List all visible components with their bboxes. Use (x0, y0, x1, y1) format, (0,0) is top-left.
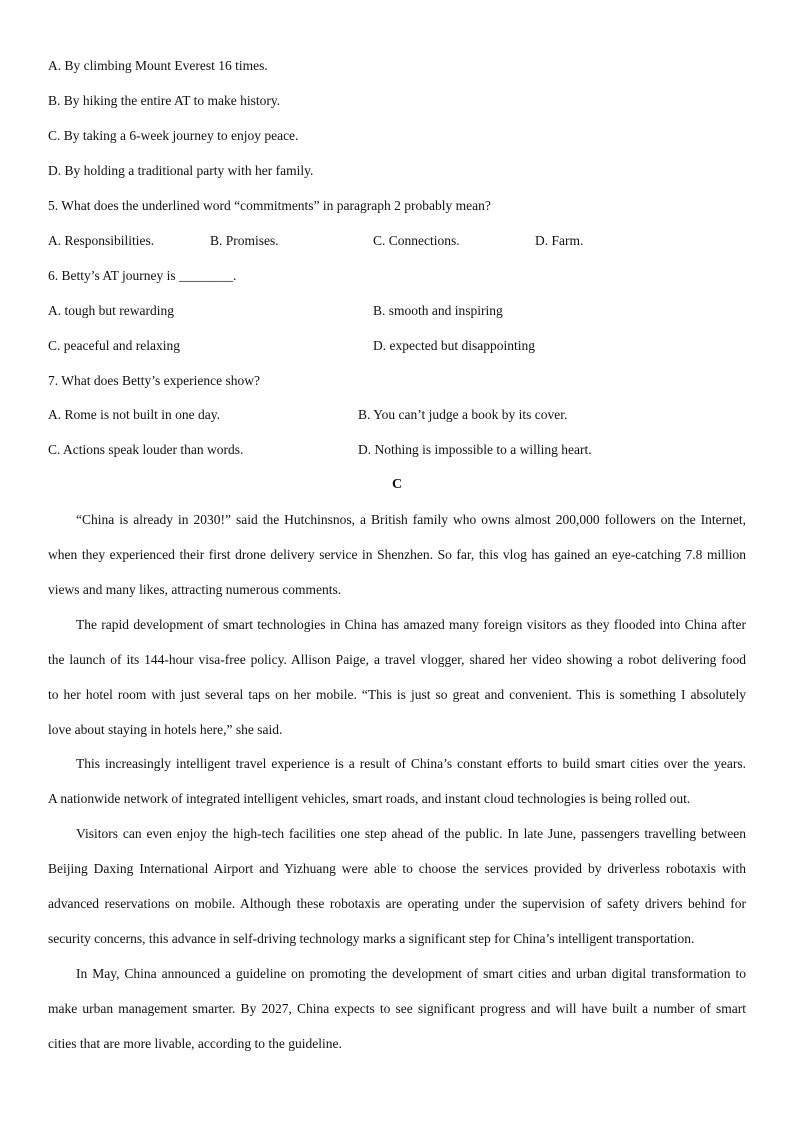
paragraph-2-line: love about staying in hotels here,” she said. (48, 722, 283, 737)
paragraph-2-line: The rapid development of smart technologies in China has amazed many foreign visitors as they flooded into China after (76, 617, 746, 632)
paragraph-4-line: security concerns, this advance in self-driving technology marks a significant step for China’s intelligent transportation. (48, 931, 695, 946)
q7-option-c: C. Actions speak louder than words. (48, 442, 244, 457)
q7-option-b: B. You can’t judge a book by its cover. (358, 407, 568, 422)
paragraph-3-line: This increasingly intelligent travel experience is a result of China’s constant efforts to build smart cities over the years. (76, 756, 746, 771)
q4-option-c: C. By taking a 6-week journey to enjoy peace. (48, 128, 299, 143)
paragraph-3-line: A nationwide network of integrated intelligent vehicles, smart roads, and instant cloud technologies is being rolled out. (48, 791, 691, 806)
q4-option-d: D. By holding a traditional party with her family. (48, 163, 314, 178)
paragraph-1-line: when they experienced their first drone delivery service in Shenzhen. So far, this vlog has gained an eye-catching 7.8 million (48, 547, 746, 562)
paragraph-1-line: “China is already in 2030!” said the Hutchinsnos, a British family who owns almost 200,000 followers on the Internet, (76, 512, 746, 527)
section-c-title: C (391, 477, 403, 492)
q6-question: 6. Betty’s AT journey is ________. (48, 268, 237, 283)
q5-option-c: C. Connections. (373, 233, 460, 248)
q7-option-d: D. Nothing is impossible to a willing heart. (358, 442, 592, 457)
q6-option-d: D. expected but disappointing (373, 338, 535, 353)
paragraph-5-line: cities that are more livable, according to the guideline. (48, 1036, 342, 1051)
q6-option-c: C. peaceful and relaxing (48, 338, 180, 353)
q5-question: 5. What does the underlined word “commitments” in paragraph 2 probably mean? (48, 198, 491, 213)
paragraph-4-line: advanced reservations on mobile. Although these robotaxis are operating under the supervision of safety drivers behind for (48, 896, 746, 911)
q4-option-b: B. By hiking the entire AT to make history. (48, 93, 281, 108)
paragraph-1-line: views and many likes, attracting numerous comments. (48, 582, 342, 597)
q6-option-b: B. smooth and inspiring (373, 303, 503, 318)
paragraph-4-line: Beijing Daxing International Airport and Yizhuang were able to choose the services provided by driverless robotaxis with (48, 861, 746, 876)
q7-option-a: A. Rome is not built in one day. (48, 407, 220, 422)
paragraph-2-line: to her hotel room with just several taps on her mobile. “This is just so great and convenient. This is something I absolutely (48, 687, 746, 702)
q4-option-a: A. By climbing Mount Everest 16 times. (48, 58, 268, 73)
paragraph-5-line: In May, China announced a guideline on promoting the development of smart cities and urban digital transformation to (76, 966, 746, 981)
paragraph-5-line: make urban management smarter. By 2027, China expects to see significant progress and will have built a number of smart (48, 1001, 746, 1016)
q7-question: 7. What does Betty’s experience show? (48, 373, 260, 388)
paragraph-2-line: the launch of its 144-hour visa-free policy. Allison Paige, a travel vlogger, shared her video showing a robot delivering food (48, 652, 746, 667)
q5-option-b: B. Promises. (210, 233, 279, 248)
q6-option-a: A. tough but rewarding (48, 303, 174, 318)
q5-option-a: A. Responsibilities. (48, 233, 155, 248)
paragraph-4-line: Visitors can even enjoy the high-tech facilities one step ahead of the public. In late June, passengers travelling between (76, 826, 746, 841)
q5-option-d: D. Farm. (535, 233, 584, 248)
